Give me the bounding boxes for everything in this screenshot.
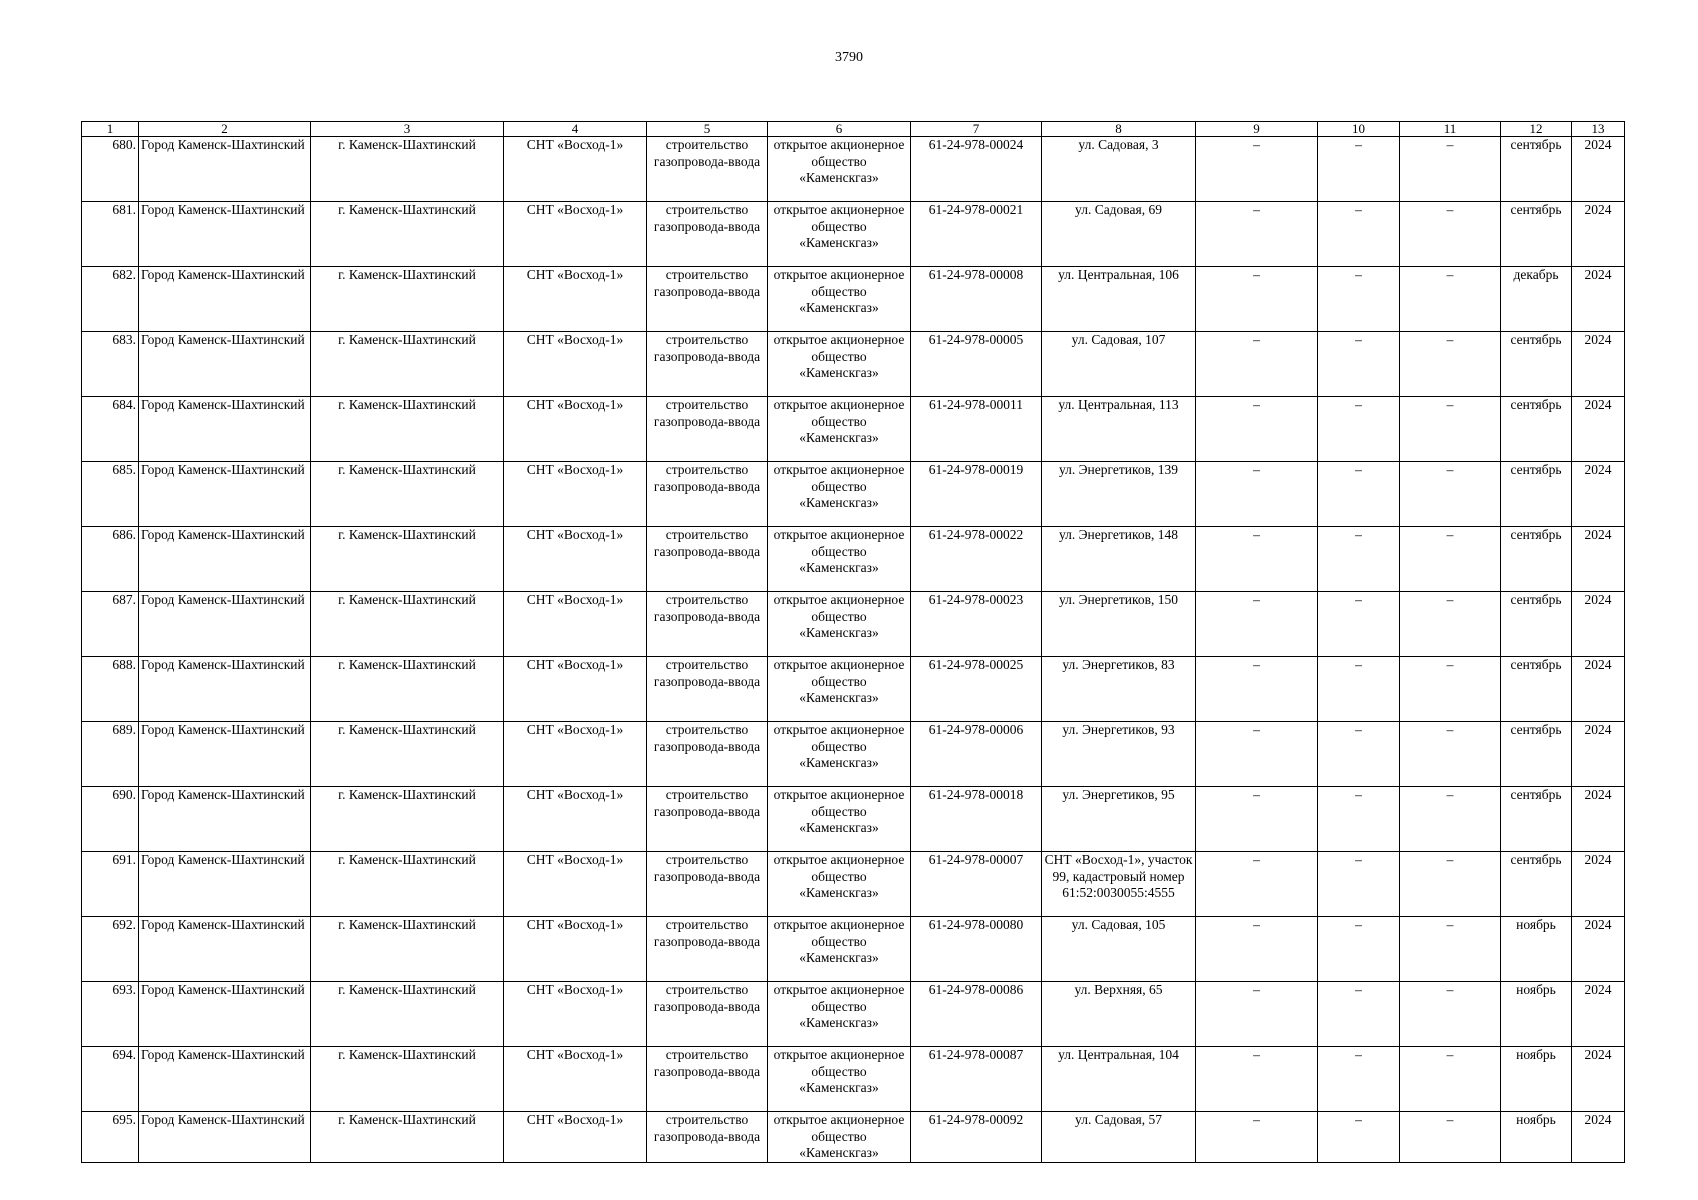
settlement-cell: г. Каменск-Шахтинский [311, 202, 504, 267]
row-number: 680. [82, 137, 139, 202]
month-cell: сентябрь [1501, 722, 1572, 787]
district-cell: Город Каменск-Шахтинский [139, 657, 311, 722]
district-cell: Город Каменск-Шахтинский [139, 722, 311, 787]
table-row [82, 397, 1625, 462]
object-code-cell: 61-24-978-00021 [911, 202, 1042, 267]
address-cell: ул. Энергетиков, 139 [1042, 462, 1196, 527]
table-row [82, 657, 1625, 722]
table-body [82, 137, 1625, 1163]
work-type-cell: строительство газопровода-ввода [647, 202, 768, 267]
snt-cell: СНТ «Восход-1» [504, 202, 647, 267]
district-cell: Город Каменск-Шахтинский [139, 137, 311, 202]
table-row [82, 592, 1625, 657]
column-number-4: 4 [504, 122, 647, 137]
work-type-cell: строительство газопровода-ввода [647, 852, 768, 917]
month-cell: сентябрь [1501, 852, 1572, 917]
column-number-13: 13 [1572, 122, 1625, 137]
object-code-cell: 61-24-978-00024 [911, 137, 1042, 202]
col9-cell: – [1196, 1112, 1318, 1163]
col9-cell: – [1196, 917, 1318, 982]
col11-cell: – [1400, 722, 1501, 787]
object-code-cell: 61-24-978-00007 [911, 852, 1042, 917]
row-number: 687. [82, 592, 139, 657]
col10-cell: – [1318, 202, 1400, 267]
company-cell: открытое акционерное общество «Каменскгаз» [768, 137, 911, 202]
address-cell: ул. Энергетиков, 150 [1042, 592, 1196, 657]
column-number-2: 2 [139, 122, 311, 137]
month-cell: сентябрь [1501, 657, 1572, 722]
address-cell: ул. Энергетиков, 93 [1042, 722, 1196, 787]
row-number: 691. [82, 852, 139, 917]
company-cell: открытое акционерное общество «Каменскгаз» [768, 982, 911, 1047]
district-cell: Город Каменск-Шахтинский [139, 982, 311, 1047]
district-cell: Город Каменск-Шахтинский [139, 787, 311, 852]
col9-cell: – [1196, 787, 1318, 852]
col11-cell: – [1400, 202, 1501, 267]
table-row [82, 267, 1625, 332]
col9-cell: – [1196, 592, 1318, 657]
snt-cell: СНТ «Восход-1» [504, 1112, 647, 1163]
col10-cell: – [1318, 137, 1400, 202]
year-cell: 2024 [1572, 332, 1625, 397]
work-type-cell: строительство газопровода-ввода [647, 397, 768, 462]
district-cell: Город Каменск-Шахтинский [139, 1047, 311, 1112]
year-cell: 2024 [1572, 527, 1625, 592]
col10-cell: – [1318, 787, 1400, 852]
column-number-row [82, 122, 1625, 137]
snt-cell: СНТ «Восход-1» [504, 982, 647, 1047]
year-cell: 2024 [1572, 1112, 1625, 1163]
month-cell: сентябрь [1501, 462, 1572, 527]
year-cell: 2024 [1572, 982, 1625, 1047]
company-cell: открытое акционерное общество «Каменскгаз» [768, 722, 911, 787]
row-number: 689. [82, 722, 139, 787]
company-cell: открытое акционерное общество «Каменскгаз» [768, 267, 911, 332]
company-cell: открытое акционерное общество «Каменскгаз» [768, 462, 911, 527]
address-cell: ул. Садовая, 105 [1042, 917, 1196, 982]
col11-cell: – [1400, 332, 1501, 397]
month-cell: сентябрь [1501, 332, 1572, 397]
year-cell: 2024 [1572, 852, 1625, 917]
col9-cell: – [1196, 397, 1318, 462]
district-cell: Город Каменск-Шахтинский [139, 527, 311, 592]
work-type-cell: строительство газопровода-ввода [647, 657, 768, 722]
object-code-cell: 61-24-978-00019 [911, 462, 1042, 527]
row-number: 683. [82, 332, 139, 397]
column-number-5: 5 [647, 122, 768, 137]
address-cell: ул. Энергетиков, 95 [1042, 787, 1196, 852]
address-cell: ул. Садовая, 107 [1042, 332, 1196, 397]
col11-cell: – [1400, 852, 1501, 917]
snt-cell: СНТ «Восход-1» [504, 1047, 647, 1112]
col11-cell: – [1400, 462, 1501, 527]
column-number-1: 1 [82, 122, 139, 137]
month-cell: ноябрь [1501, 1047, 1572, 1112]
year-cell: 2024 [1572, 722, 1625, 787]
col11-cell: – [1400, 982, 1501, 1047]
month-cell: сентябрь [1501, 592, 1572, 657]
col9-cell: – [1196, 527, 1318, 592]
row-number: 681. [82, 202, 139, 267]
table-row [82, 982, 1625, 1047]
row-number: 684. [82, 397, 139, 462]
settlement-cell: г. Каменск-Шахтинский [311, 1112, 504, 1163]
col9-cell: – [1196, 267, 1318, 332]
company-cell: открытое акционерное общество «Каменскгаз» [768, 852, 911, 917]
object-code-cell: 61-24-978-00023 [911, 592, 1042, 657]
col10-cell: – [1318, 852, 1400, 917]
year-cell: 2024 [1572, 657, 1625, 722]
col9-cell: – [1196, 722, 1318, 787]
year-cell: 2024 [1572, 137, 1625, 202]
col10-cell: – [1318, 592, 1400, 657]
month-cell: сентябрь [1501, 397, 1572, 462]
col11-cell: – [1400, 1047, 1501, 1112]
column-number-3: 3 [311, 122, 504, 137]
district-cell: Город Каменск-Шахтинский [139, 332, 311, 397]
register-table [81, 121, 1625, 1163]
company-cell: открытое акционерное общество «Каменскгаз» [768, 592, 911, 657]
col9-cell: – [1196, 852, 1318, 917]
col10-cell: – [1318, 722, 1400, 787]
object-code-cell: 61-24-978-00018 [911, 787, 1042, 852]
row-number: 692. [82, 917, 139, 982]
company-cell: открытое акционерное общество «Каменскгаз» [768, 917, 911, 982]
address-cell: СНТ «Восход-1», участок 99, кадастровый номер 61:52:0030055:4555 [1042, 852, 1196, 917]
address-cell: ул. Энергетиков, 148 [1042, 527, 1196, 592]
col10-cell: – [1318, 917, 1400, 982]
address-cell: ул. Центральная, 106 [1042, 267, 1196, 332]
address-cell: ул. Центральная, 104 [1042, 1047, 1196, 1112]
work-type-cell: строительство газопровода-ввода [647, 267, 768, 332]
col10-cell: – [1318, 982, 1400, 1047]
col10-cell: – [1318, 267, 1400, 332]
object-code-cell: 61-24-978-00022 [911, 527, 1042, 592]
address-cell: ул. Садовая, 69 [1042, 202, 1196, 267]
column-number-9: 9 [1196, 122, 1318, 137]
month-cell: ноябрь [1501, 1112, 1572, 1163]
year-cell: 2024 [1572, 1047, 1625, 1112]
row-number: 685. [82, 462, 139, 527]
object-code-cell: 61-24-978-00086 [911, 982, 1042, 1047]
district-cell: Город Каменск-Шахтинский [139, 267, 311, 332]
row-number: 695. [82, 1112, 139, 1163]
year-cell: 2024 [1572, 202, 1625, 267]
year-cell: 2024 [1572, 397, 1625, 462]
table-row [82, 527, 1625, 592]
month-cell: ноябрь [1501, 917, 1572, 982]
col9-cell: – [1196, 982, 1318, 1047]
work-type-cell: строительство газопровода-ввода [647, 527, 768, 592]
col11-cell: – [1400, 397, 1501, 462]
settlement-cell: г. Каменск-Шахтинский [311, 852, 504, 917]
col10-cell: – [1318, 527, 1400, 592]
work-type-cell: строительство газопровода-ввода [647, 982, 768, 1047]
col9-cell: – [1196, 332, 1318, 397]
work-type-cell: строительство газопровода-ввода [647, 462, 768, 527]
col10-cell: – [1318, 1047, 1400, 1112]
company-cell: открытое акционерное общество «Каменскгаз» [768, 1112, 911, 1163]
object-code-cell: 61-24-978-00025 [911, 657, 1042, 722]
company-cell: открытое акционерное общество «Каменскгаз» [768, 397, 911, 462]
work-type-cell: строительство газопровода-ввода [647, 787, 768, 852]
table-row [82, 722, 1625, 787]
work-type-cell: строительство газопровода-ввода [647, 332, 768, 397]
year-cell: 2024 [1572, 462, 1625, 527]
col11-cell: – [1400, 592, 1501, 657]
column-number-6: 6 [768, 122, 911, 137]
object-code-cell: 61-24-978-00080 [911, 917, 1042, 982]
column-number-11: 11 [1400, 122, 1501, 137]
work-type-cell: строительство газопровода-ввода [647, 592, 768, 657]
year-cell: 2024 [1572, 267, 1625, 332]
snt-cell: СНТ «Восход-1» [504, 332, 647, 397]
month-cell: сентябрь [1501, 137, 1572, 202]
district-cell: Город Каменск-Шахтинский [139, 592, 311, 657]
company-cell: открытое акционерное общество «Каменскгаз» [768, 1047, 911, 1112]
district-cell: Город Каменск-Шахтинский [139, 1112, 311, 1163]
table-row [82, 787, 1625, 852]
settlement-cell: г. Каменск-Шахтинский [311, 267, 504, 332]
snt-cell: СНТ «Восход-1» [504, 137, 647, 202]
col11-cell: – [1400, 917, 1501, 982]
settlement-cell: г. Каменск-Шахтинский [311, 982, 504, 1047]
snt-cell: СНТ «Восход-1» [504, 592, 647, 657]
row-number: 690. [82, 787, 139, 852]
district-cell: Город Каменск-Шахтинский [139, 852, 311, 917]
table-row [82, 332, 1625, 397]
settlement-cell: г. Каменск-Шахтинский [311, 397, 504, 462]
row-number: 688. [82, 657, 139, 722]
col11-cell: – [1400, 657, 1501, 722]
column-number-7: 7 [911, 122, 1042, 137]
col9-cell: – [1196, 202, 1318, 267]
settlement-cell: г. Каменск-Шахтинский [311, 462, 504, 527]
col10-cell: – [1318, 657, 1400, 722]
company-cell: открытое акционерное общество «Каменскгаз» [768, 787, 911, 852]
col11-cell: – [1400, 527, 1501, 592]
settlement-cell: г. Каменск-Шахтинский [311, 722, 504, 787]
snt-cell: СНТ «Восход-1» [504, 462, 647, 527]
object-code-cell: 61-24-978-00005 [911, 332, 1042, 397]
district-cell: Город Каменск-Шахтинский [139, 917, 311, 982]
month-cell: ноябрь [1501, 982, 1572, 1047]
address-cell: ул. Садовая, 3 [1042, 137, 1196, 202]
district-cell: Город Каменск-Шахтинский [139, 202, 311, 267]
snt-cell: СНТ «Восход-1» [504, 397, 647, 462]
settlement-cell: г. Каменск-Шахтинский [311, 1047, 504, 1112]
col9-cell: – [1196, 1047, 1318, 1112]
address-cell: ул. Энергетиков, 83 [1042, 657, 1196, 722]
work-type-cell: строительство газопровода-ввода [647, 722, 768, 787]
col10-cell: – [1318, 397, 1400, 462]
work-type-cell: строительство газопровода-ввода [647, 917, 768, 982]
year-cell: 2024 [1572, 787, 1625, 852]
address-cell: ул. Садовая, 57 [1042, 1112, 1196, 1163]
table-row [82, 202, 1625, 267]
settlement-cell: г. Каменск-Шахтинский [311, 527, 504, 592]
snt-cell: СНТ «Восход-1» [504, 267, 647, 332]
year-cell: 2024 [1572, 917, 1625, 982]
row-number: 682. [82, 267, 139, 332]
object-code-cell: 61-24-978-00008 [911, 267, 1042, 332]
company-cell: открытое акционерное общество «Каменскгаз» [768, 332, 911, 397]
col11-cell: – [1400, 267, 1501, 332]
snt-cell: СНТ «Восход-1» [504, 657, 647, 722]
snt-cell: СНТ «Восход-1» [504, 917, 647, 982]
month-cell: сентябрь [1501, 202, 1572, 267]
table-row [82, 137, 1625, 202]
company-cell: открытое акционерное общество «Каменскгаз» [768, 527, 911, 592]
col11-cell: – [1400, 1112, 1501, 1163]
address-cell: ул. Центральная, 113 [1042, 397, 1196, 462]
table-row [82, 1047, 1625, 1112]
table-row [82, 852, 1625, 917]
object-code-cell: 61-24-978-00011 [911, 397, 1042, 462]
row-number: 693. [82, 982, 139, 1047]
company-cell: открытое акционерное общество «Каменскгаз» [768, 202, 911, 267]
table-row [82, 917, 1625, 982]
table-row [82, 1112, 1625, 1163]
month-cell: сентябрь [1501, 527, 1572, 592]
year-cell: 2024 [1572, 592, 1625, 657]
snt-cell: СНТ «Восход-1» [504, 787, 647, 852]
settlement-cell: г. Каменск-Шахтинский [311, 137, 504, 202]
col9-cell: – [1196, 137, 1318, 202]
column-number-8: 8 [1042, 122, 1196, 137]
object-code-cell: 61-24-978-00092 [911, 1112, 1042, 1163]
month-cell: сентябрь [1501, 787, 1572, 852]
company-cell: открытое акционерное общество «Каменскгаз» [768, 657, 911, 722]
col10-cell: – [1318, 462, 1400, 527]
col9-cell: – [1196, 462, 1318, 527]
settlement-cell: г. Каменск-Шахтинский [311, 917, 504, 982]
col9-cell: – [1196, 657, 1318, 722]
snt-cell: СНТ «Восход-1» [504, 722, 647, 787]
column-number-12: 12 [1501, 122, 1572, 137]
row-number: 694. [82, 1047, 139, 1112]
table-row [82, 462, 1625, 527]
col10-cell: – [1318, 1112, 1400, 1163]
settlement-cell: г. Каменск-Шахтинский [311, 787, 504, 852]
district-cell: Город Каменск-Шахтинский [139, 397, 311, 462]
settlement-cell: г. Каменск-Шахтинский [311, 332, 504, 397]
work-type-cell: строительство газопровода-ввода [647, 137, 768, 202]
work-type-cell: строительство газопровода-ввода [647, 1112, 768, 1163]
month-cell: декабрь [1501, 267, 1572, 332]
col11-cell: – [1400, 787, 1501, 852]
col10-cell: – [1318, 332, 1400, 397]
district-cell: Город Каменск-Шахтинский [139, 462, 311, 527]
snt-cell: СНТ «Восход-1» [504, 527, 647, 592]
object-code-cell: 61-24-978-00087 [911, 1047, 1042, 1112]
snt-cell: СНТ «Восход-1» [504, 852, 647, 917]
work-type-cell: строительство газопровода-ввода [647, 1047, 768, 1112]
row-number: 686. [82, 527, 139, 592]
settlement-cell: г. Каменск-Шахтинский [311, 657, 504, 722]
page-number: 3790 [835, 50, 863, 65]
column-number-10: 10 [1318, 122, 1400, 137]
object-code-cell: 61-24-978-00006 [911, 722, 1042, 787]
settlement-cell: г. Каменск-Шахтинский [311, 592, 504, 657]
address-cell: ул. Верхняя, 65 [1042, 982, 1196, 1047]
col11-cell: – [1400, 137, 1501, 202]
